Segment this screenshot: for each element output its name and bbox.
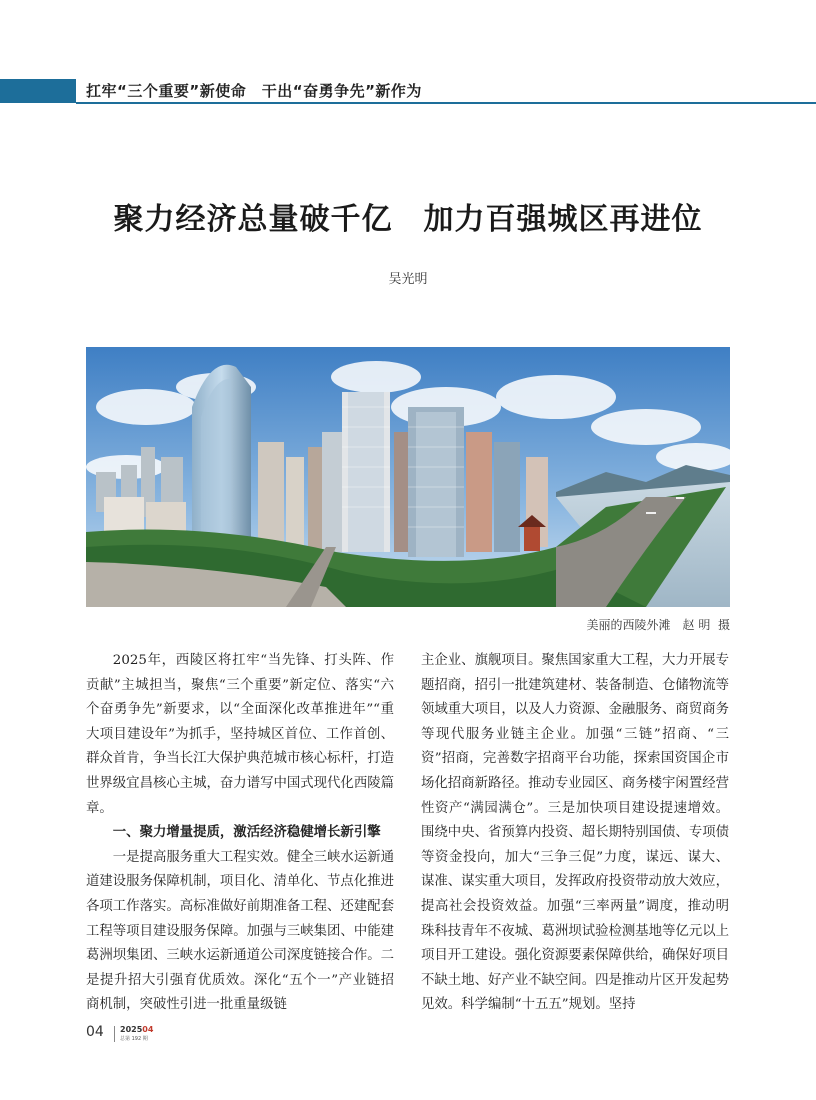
header-rule	[76, 102, 816, 104]
issue-number: 04	[142, 1025, 154, 1034]
text-column-right	[421, 649, 729, 1018]
footer-separator	[114, 1026, 115, 1042]
issue-total: 总第 192 期	[120, 1036, 148, 1042]
page-number: 04	[86, 1024, 104, 1040]
section-heading-1: 一、聚力增量提质，激活经济稳健增长新引擎	[112, 825, 381, 841]
paragraph-section1: 一是提高服务重大工程实效。健全三峡水运新通道建设服务保障机制，项目化、清单化、节点化推进各项工作落实。高标准做好前期准备工程、还建配套工程等项目建设服务保障。加强与三峡集团、中能建葛洲坝集团、三峡水运新通道公司深度链接合作。二是提升招大引强育优质效。深化“五个一”产业链招商机制，突破性引进一批重量级链	[86, 849, 394, 1013]
article-author: 吴光明	[388, 272, 428, 287]
section-header: 扛牢“三个重要”新使命 干出“奋勇争先”新作为	[86, 82, 422, 100]
issue-year: 2025	[120, 1025, 143, 1034]
article-title: 聚力经济总量破千亿 加力百强城区再进位	[113, 202, 703, 237]
paragraph-continued: 主企业、旗舰项目。聚焦国家重大工程，大力开展专题招商，招引一批建筑建材、装备制造、仓储物流等领域重大项目，以及人力资源、金融服务、商贸商务等现代服务业链主企业。加强“三链”招商、“三资”招商，完善数字招商平台功能，探索国资国企市场化招商新路径。推动专业园区、商务楼宇闲置经营性资产“满园满仓”。三是加快项目建设提速增效。围绕中央、省预算内投资、超长期特别国债、专项债等资金投向，加大“三争三促”力度，谋远、谋大、谋准、谋实重大项目，发挥政府投资带动放大效应，提高社会投资效益。加强“三率两量”调度，推动明珠科技青年不夜城、葛洲坝试验检测基地等亿元以上项目开工建设。强化资源要素保障供给，确保好项目不缺土地、好产业不缺空间。四是推动片区开发起势见效。科学编制“十五五”规划。坚持	[421, 653, 729, 1013]
header-color-block	[0, 79, 76, 103]
city-skyline-photo	[86, 347, 730, 607]
paragraph-intro: 2025年，西陵区将扛牢“当先锋、打头阵、作贡献”主城担当，聚焦“三个重要”新定位、落实“六个奋勇争先”新要求，以“全面深化改革推进年”“重大项目建设年”为抓手，坚持城区首位、工作首创、群众首肯，争当长江大保护典范城市核心标杆，打造世界级宜昌核心主城，奋力谱写中国式现代化西陵篇章。	[86, 653, 394, 816]
text-column-left	[86, 649, 394, 1018]
photo-caption: 美丽的西陵外滩 赵 明 摄	[586, 618, 730, 632]
issue-label	[120, 1025, 153, 1034]
